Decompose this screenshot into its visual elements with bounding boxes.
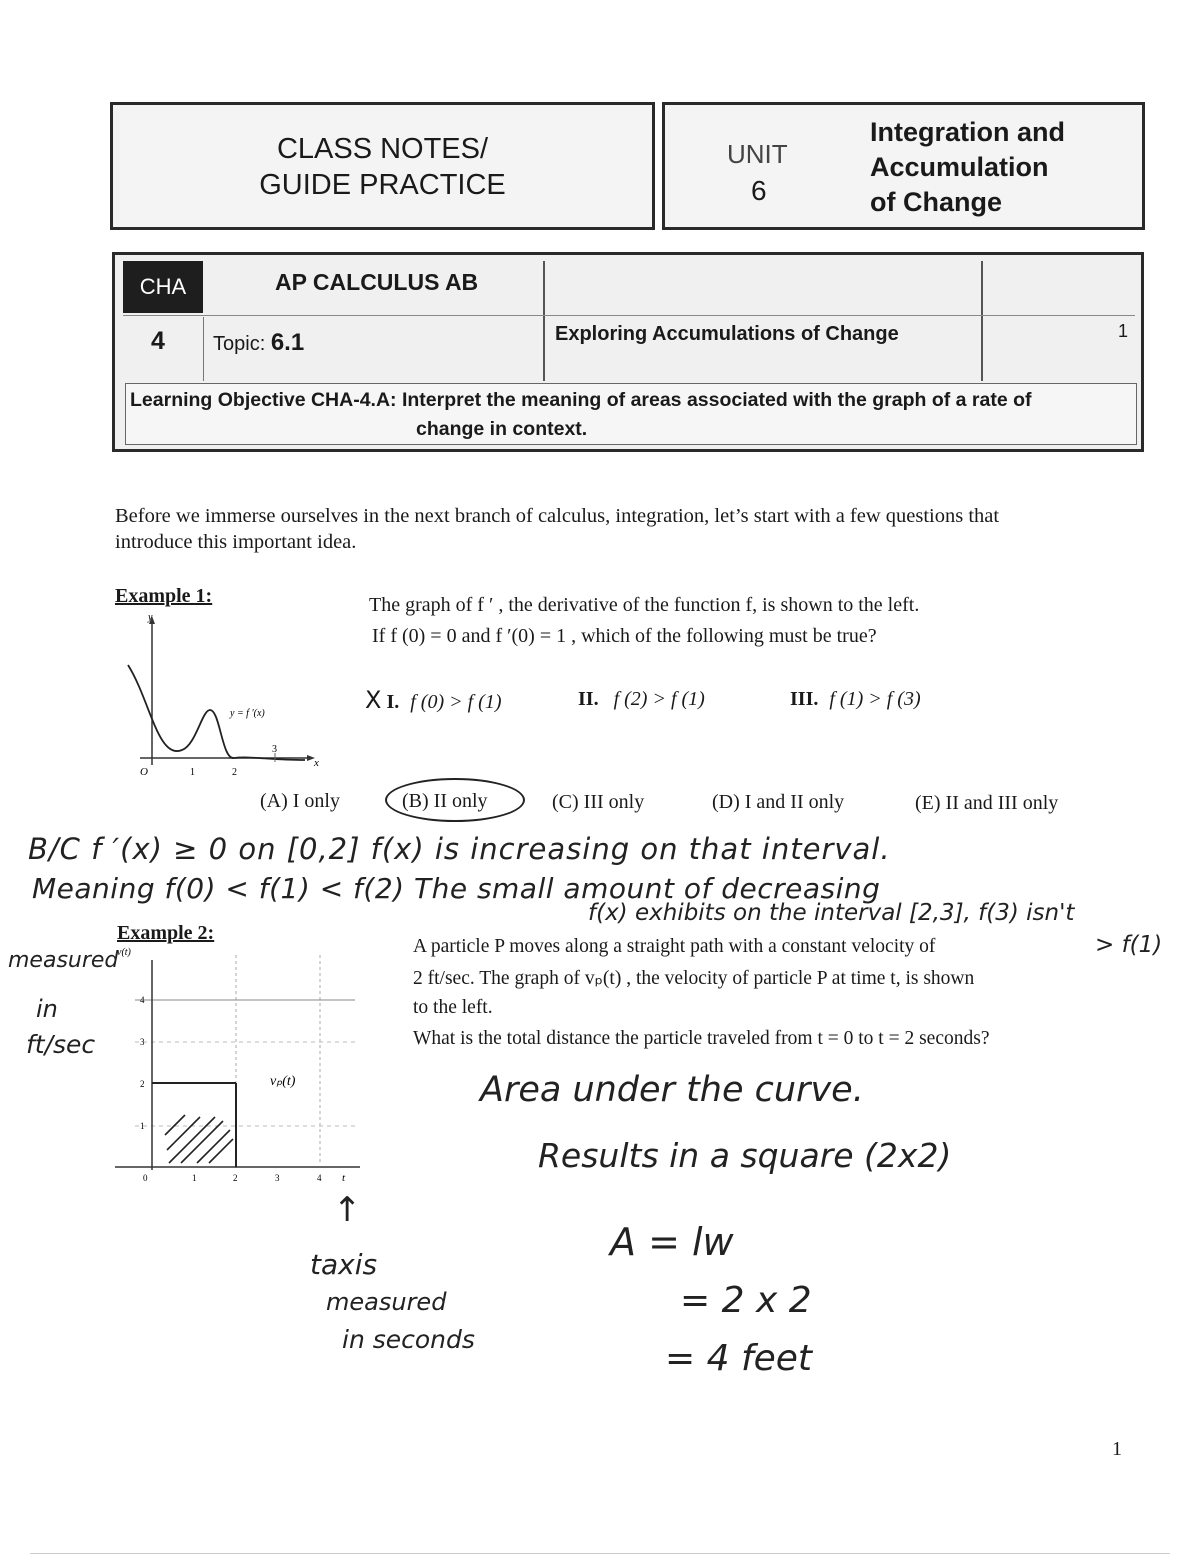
statement-1 — [365, 686, 502, 714]
choice-d[interactable]: (D) I and II only — [712, 791, 845, 813]
table-divider-h — [123, 315, 1135, 316]
ex2-xtick-1: 1 — [192, 1173, 197, 1183]
choice-c[interactable]: (C) III only — [552, 791, 645, 813]
ex2-ytick-4: 4 — [140, 995, 145, 1005]
hand-axis-arrow: ↑ — [333, 1190, 362, 1230]
example1-prompt-line1: The graph of f ′ , the derivative of the function f, is shown to the left. — [369, 594, 920, 616]
statement-3-num: III. — [790, 688, 819, 710]
topic-page-count: 1 — [1118, 321, 1129, 341]
topic-number-value: 6.1 — [270, 329, 305, 356]
example2-text-line2: 2 ft/sec. The graph of vₚ(t) , the velocity of particle P at time t, is shown — [413, 968, 975, 989]
ex2-xtick-2: 2 — [233, 1173, 238, 1183]
statement-2-text: f (2) > f (1) — [613, 688, 705, 710]
hand-work1: Area under the curve. — [480, 1070, 864, 1110]
topic-table — [112, 252, 1144, 452]
hand-work3: A = lw — [610, 1220, 734, 1264]
hand-ex1-line3: f(x) exhibits on the interval [2,3], f(3) isn't — [588, 900, 1075, 926]
hand-ex1-line1: B/C f ′(x) ≥ 0 on [0,2] f(x) is increasing on that interval. — [28, 832, 891, 866]
topic-code: CHA — [139, 274, 187, 299]
statement-1-num: I. — [386, 691, 400, 713]
course-name: AP CALCULUS AB — [275, 269, 479, 295]
topic-title: Exploring Accumulations of Change — [555, 323, 899, 345]
choice-a[interactable]: (A) I only — [260, 790, 340, 812]
ex1-tick-1: 1 — [190, 767, 195, 778]
ex2-x-label: t — [342, 1172, 346, 1184]
intro-line2: introduce this important idea. — [115, 531, 357, 553]
table-divider-v2 — [981, 261, 983, 381]
example1-graph — [110, 610, 340, 785]
hand-side-note1: measured — [8, 948, 119, 973]
hand-work2: Results in a square (2x2) — [538, 1136, 952, 1175]
page-number: 1 — [1112, 1438, 1122, 1460]
intro-line1: Before we immerse ourselves in the next branch of calculus, integration, let’s start with a few questions that — [115, 505, 1000, 527]
unit-number: 6 — [751, 175, 767, 206]
hand-side-note3: ft/sec — [26, 1030, 96, 1059]
unit-title-line1: Integration and — [870, 117, 1065, 147]
ex2-xtick-0: 0 — [143, 1173, 148, 1183]
table-divider-v1 — [543, 261, 545, 381]
ex1-curve — [128, 665, 305, 760]
unit-title-line2: Accumulation — [870, 152, 1049, 182]
topic-number-divider — [203, 317, 204, 381]
statement-3 — [790, 688, 921, 711]
topic-label — [213, 329, 304, 357]
unit-label: UNIT — [727, 139, 788, 169]
ex1-tick-2: 2 — [232, 767, 237, 778]
header-unit-box — [662, 102, 1145, 230]
hand-axis-note3: in seconds — [342, 1325, 475, 1354]
statement-1-text: f (0) > f (1) — [410, 691, 502, 713]
choice-b[interactable]: (B) II only — [402, 790, 488, 812]
hand-ex1-line4: > f(1) — [1095, 932, 1163, 958]
example1-label: Example 1: — [115, 585, 213, 607]
hand-work5: = 4 feet — [665, 1338, 813, 1379]
ex2-curve-label: vₚ(t) — [270, 1074, 296, 1089]
example2-text-line1: A particle P moves along a straight path with a constant velocity of — [413, 936, 936, 957]
statement-3-text: f (1) > f (3) — [829, 688, 921, 710]
ex2-hatched-area — [165, 1115, 233, 1163]
example2-label: Example 2: — [117, 922, 215, 944]
header-title-line2: GUIDE PRACTICE — [259, 169, 506, 201]
ex2-ytick-2: 2 — [140, 1079, 145, 1089]
example2-text-line4: What is the total distance the particle traveled from t = 0 to t = 2 seconds? — [413, 1028, 990, 1049]
ex2-y-label: v(t) — [117, 947, 131, 958]
topic-prefix: Topic: — [213, 333, 266, 355]
statement-1-mark: X — [365, 686, 382, 714]
ex2-xtick-3: 3 — [275, 1173, 280, 1183]
topic-code-cell — [123, 261, 203, 313]
example1-prompt-line2: If f (0) = 0 and f ′(0) = 1 , which of the following must be true? — [372, 625, 877, 647]
bottom-rule — [30, 1553, 1170, 1554]
topic-number: 4 — [151, 327, 165, 355]
hand-side-note2: in — [36, 995, 58, 1023]
hand-work4: = 2 x 2 — [680, 1280, 812, 1321]
ex1-tick-3: 3 — [272, 744, 277, 755]
ex1-curve-label: y = f ′(x) — [230, 708, 265, 719]
objective-box — [125, 383, 1137, 445]
ex1-x-label: x — [314, 757, 319, 769]
example2-graph — [105, 945, 375, 1195]
ex2-xtick-4: 4 — [317, 1173, 322, 1183]
ex1-y-label: y — [148, 612, 153, 623]
statement-2 — [578, 688, 705, 711]
ex1-tick-o: O — [140, 766, 148, 778]
objective-line1: Learning Objective CHA-4.A: Interpret the meaning of areas associated with the graph of a rate of — [130, 389, 1032, 411]
example2-text-line3: to the left. — [413, 997, 493, 1018]
statement-2-num: II. — [578, 688, 599, 710]
header-title-box — [110, 102, 655, 230]
header-title-line1: CLASS NOTES/ — [276, 133, 489, 165]
hand-ex1-line2: Meaning f(0) < f(1) < f(2) The small amount of decreasing — [32, 872, 881, 905]
objective-line2: change in context. — [416, 418, 588, 440]
unit-title-line3: of Change — [870, 187, 1002, 217]
choice-e[interactable]: (E) II and III only — [915, 792, 1059, 814]
hand-axis-note2: measured — [326, 1288, 447, 1316]
hand-axis-note1: taxis — [310, 1248, 378, 1281]
ex2-ytick-1: 1 — [140, 1121, 145, 1131]
ex2-ytick-3: 3 — [140, 1037, 145, 1047]
